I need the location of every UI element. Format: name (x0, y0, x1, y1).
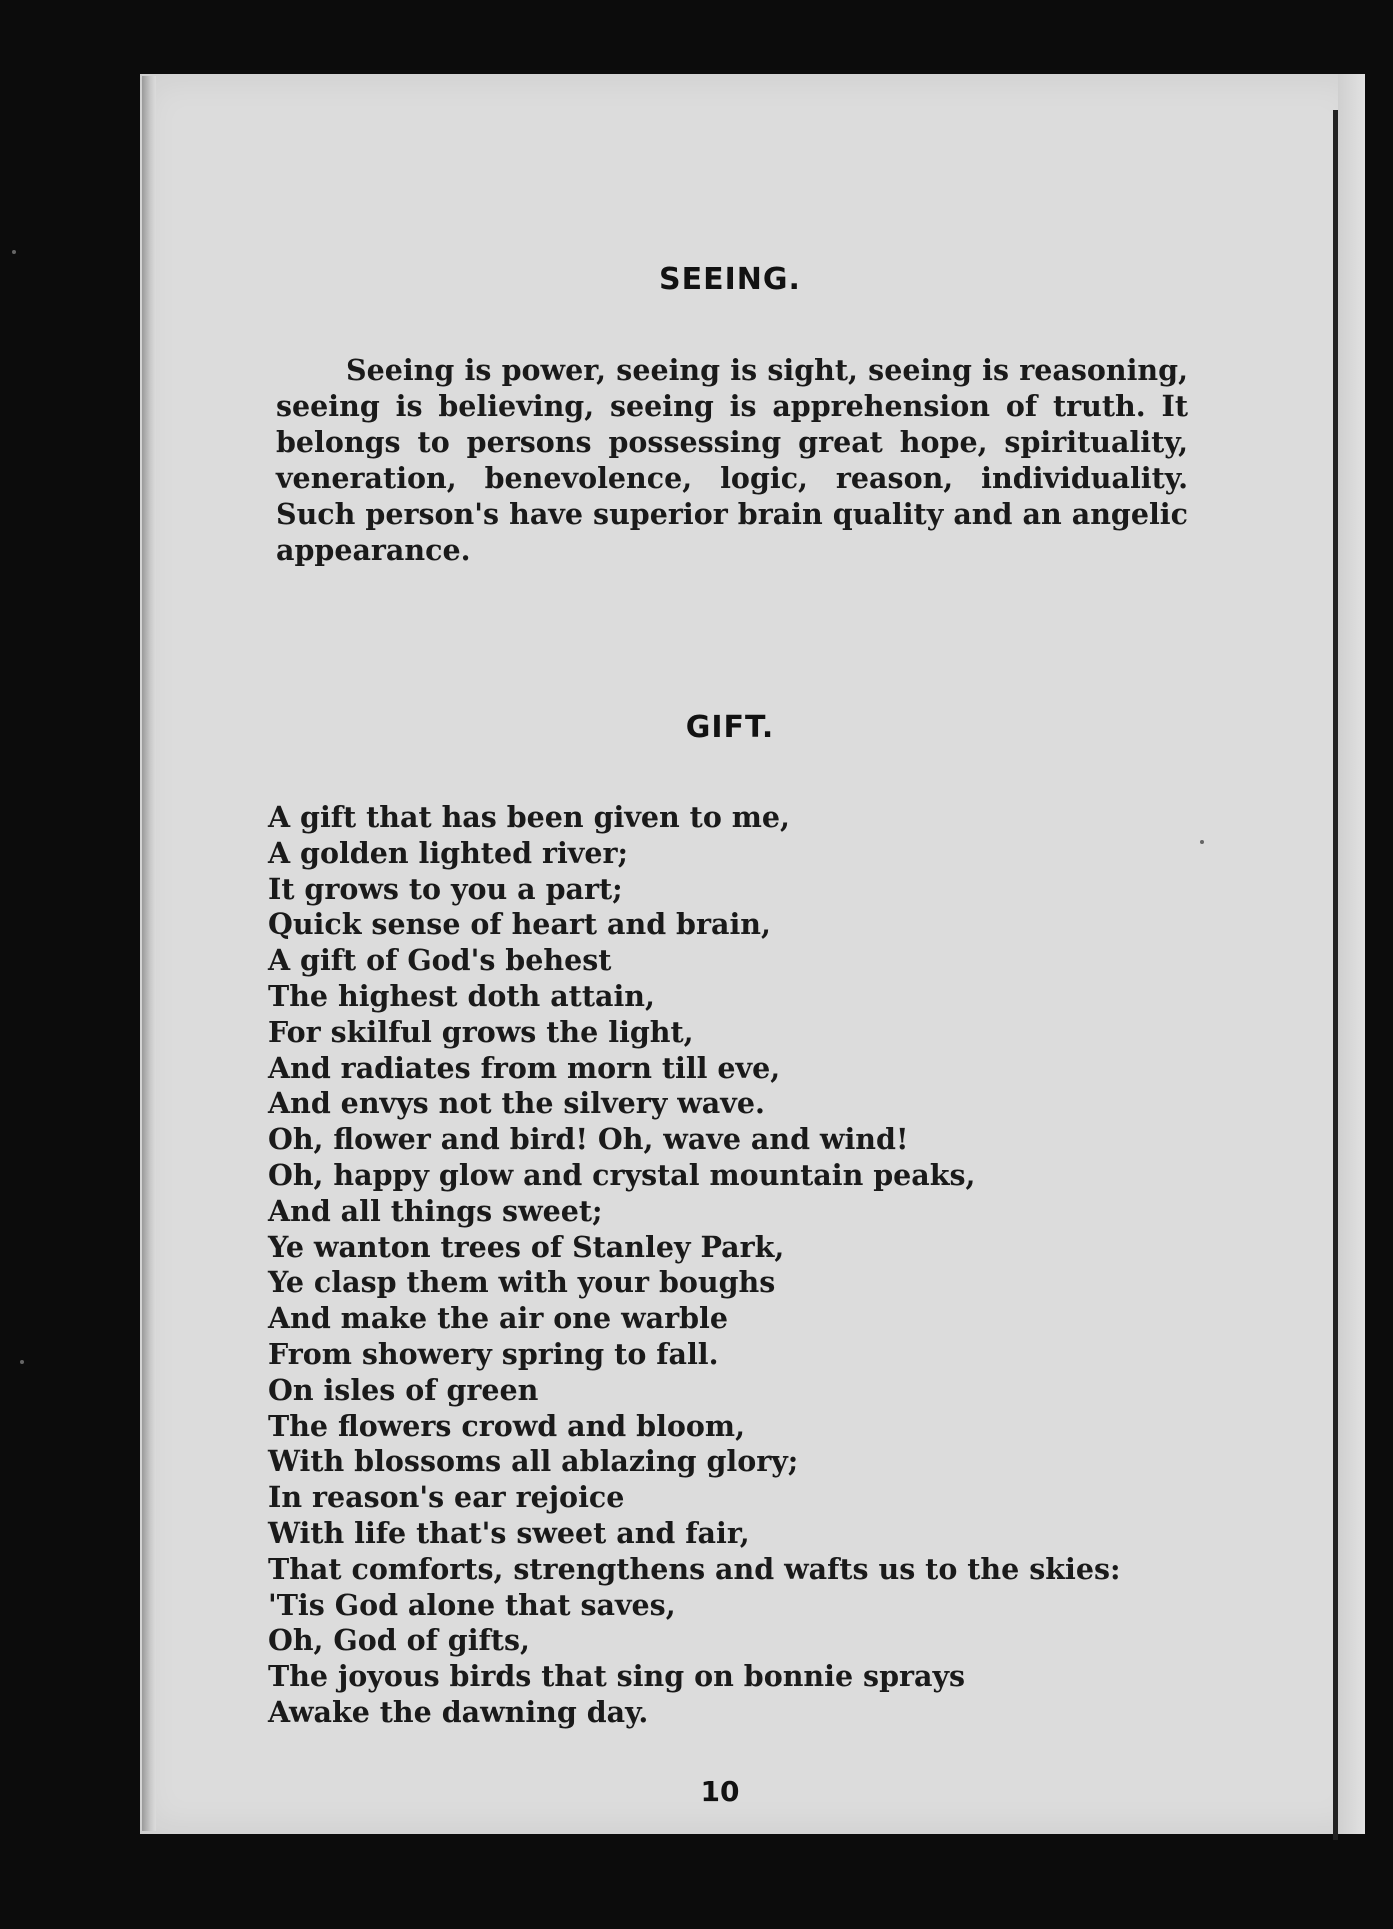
paragraph-line: veneration, benevolence, logic, reason, individuality. (276, 461, 1188, 495)
section-heading-gift: GIFT. (685, 710, 775, 745)
next-page-edge (1338, 74, 1365, 1834)
page-number: 10 (700, 1775, 740, 1808)
poem-line: That comforts, strengthens and wafts us to the skies: (268, 1551, 1121, 1586)
poem-line: A golden lighted river; (268, 835, 629, 870)
poem-line: With blossoms all ablazing glory; (268, 1444, 799, 1479)
poem-line: And envys not the silvery wave. (268, 1086, 765, 1121)
poem-line: In reason's ear rejoice (268, 1480, 625, 1515)
poem-line: Awake the dawning day. (268, 1694, 649, 1729)
poem-line: On isles of green (268, 1372, 539, 1407)
poem-line: For skilful grows the light, (268, 1014, 694, 1049)
poem-line: And radiates from morn till eve, (268, 1050, 781, 1085)
poem-line: Oh, happy glow and crystal mountain peaks, (268, 1157, 976, 1192)
paragraph-line: seeing is believing, seeing is apprehension of truth. It (276, 389, 1188, 423)
seeing-paragraph (276, 352, 1188, 568)
poem-line: With life that's sweet and fair, (268, 1515, 750, 1550)
poem-line: Oh, God of gifts, (268, 1623, 530, 1658)
poem-line: The highest doth attain, (268, 978, 655, 1013)
paragraph-line: belongs to persons possessing great hope, spirituality, (276, 425, 1188, 459)
poem-line: A gift that has been given to me, (268, 800, 790, 834)
scan-speck (12, 250, 16, 254)
gift-poem (268, 800, 1268, 1731)
section-heading-seeing: SEEING. (659, 262, 801, 297)
poem-line: Quick sense of heart and brain, (268, 907, 771, 942)
paragraph-line: Such person's have superior brain quality and an angelic (276, 497, 1188, 531)
poem-line: From showery spring to fall. (268, 1336, 719, 1371)
poem-line: Oh, flower and bird! Oh, wave and wind! (268, 1122, 909, 1157)
poem-line: It grows to you a part; (268, 871, 623, 906)
poem-line: 'Tis God alone that saves, (268, 1587, 676, 1622)
paragraph-line: appearance. (276, 533, 471, 567)
paragraph-line: Seeing is power, seeing is sight, seeing is reasoning, (346, 353, 1188, 387)
scan-speck (20, 1360, 24, 1364)
poem-line: A gift of God's behest (268, 943, 612, 978)
poem-line: Ye wanton trees of Stanley Park, (268, 1229, 785, 1264)
poem-line: And make the air one warble (268, 1301, 728, 1336)
poem-line: The flowers crowd and bloom, (268, 1408, 746, 1443)
poem-line: And all things sweet; (268, 1193, 603, 1228)
page-binding-edge (142, 76, 156, 1831)
poem-line: The joyous birds that sing on bonnie sprays (268, 1659, 966, 1694)
poem-line: Ye clasp them with your boughs (268, 1265, 776, 1300)
page-border-line (1333, 110, 1338, 1840)
